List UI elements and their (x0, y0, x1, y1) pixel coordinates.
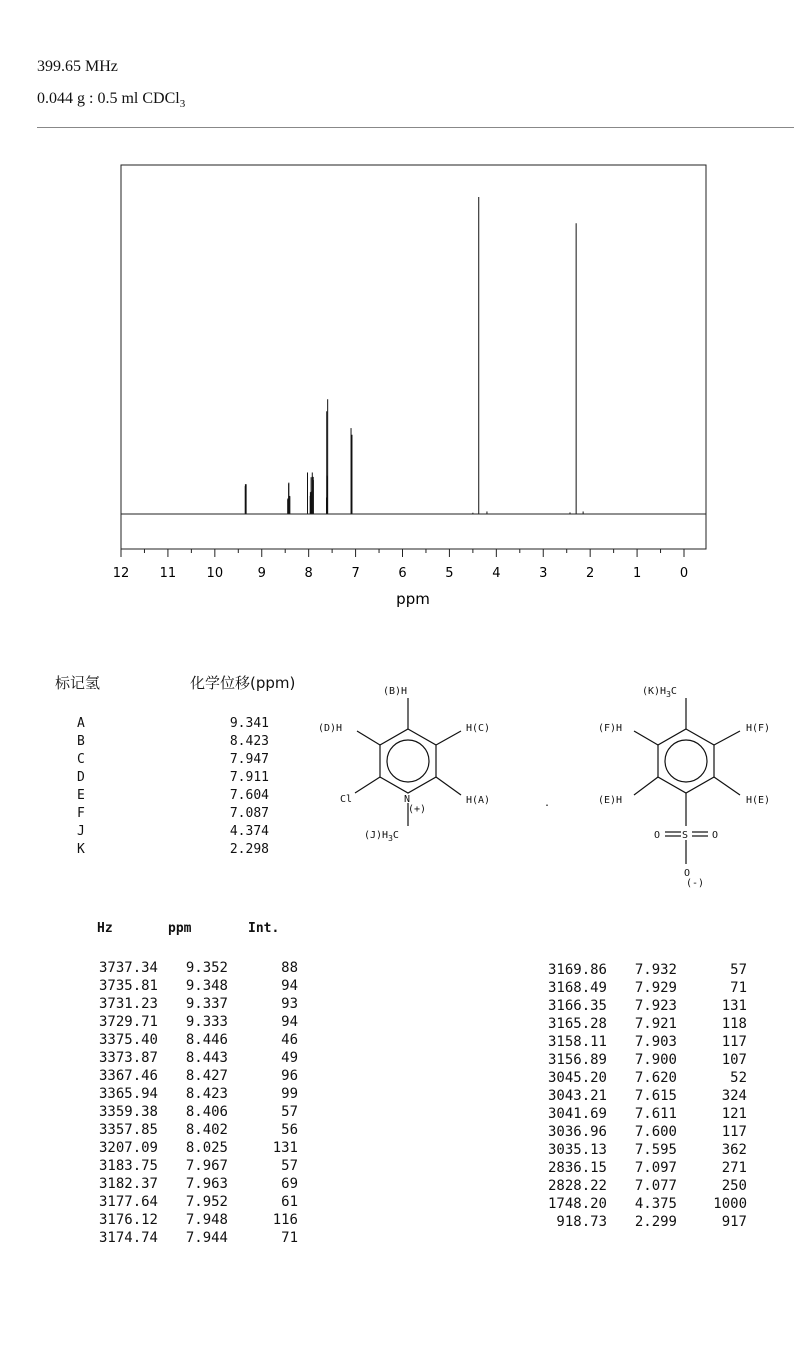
x-tick-label: 10 (206, 566, 224, 581)
label-methyl-j: $(J)H_3C$ (364, 830, 399, 843)
peak-hz: 3737.34 (98, 960, 158, 976)
peak-intensity: 94 (281, 978, 298, 994)
peak-table-row (507, 1088, 747, 1106)
peak-ppm: 7.944 (185, 1230, 228, 1246)
assignment-row (77, 788, 269, 806)
peak-intensity: 94 (281, 1014, 298, 1030)
assignment-row (77, 806, 269, 824)
nmr-spectrum-chart (0, 0, 794, 620)
sample-subscript: 3 (179, 98, 186, 111)
label-o-right: O (712, 830, 719, 841)
x-axis (113, 549, 688, 581)
peak-table-row (507, 1034, 747, 1052)
peak-ppm: 9.333 (185, 1014, 228, 1030)
peak-intensity: 917 (721, 1214, 747, 1230)
peak-ppm: 7.097 (634, 1160, 677, 1176)
assignment-shift: 7.604 (229, 788, 269, 803)
peak-intensity: 117 (721, 1034, 747, 1050)
peak-intensity: 117 (721, 1124, 747, 1140)
peak-ppm: 7.952 (185, 1194, 228, 1210)
peak-table-row (507, 1178, 747, 1196)
peak-table-row (58, 1140, 298, 1158)
peak-ppm: 7.900 (634, 1052, 677, 1068)
peak-intensity: 88 (281, 960, 298, 976)
assignment-row (77, 770, 269, 788)
label-o-left: O (654, 830, 661, 841)
peak-table-row (58, 1032, 298, 1050)
assignment-label: E (77, 788, 85, 803)
peak-intensity: 131 (721, 998, 747, 1014)
peak-hz: 3183.75 (98, 1158, 158, 1174)
assignment-label: D (77, 770, 85, 785)
peak-ppm: 7.948 (185, 1212, 228, 1228)
peak-ppm: 8.443 (185, 1050, 228, 1066)
peak-table-header-ppm: ppm (168, 921, 192, 936)
x-tick-label: 4 (492, 566, 501, 581)
peak-hz: 3043.21 (547, 1088, 607, 1104)
peak-hz: 3036.96 (547, 1124, 607, 1140)
x-tick-label: 3 (539, 566, 548, 581)
peak-ppm: 9.337 (185, 996, 228, 1012)
peak-table-row (507, 1196, 747, 1214)
x-tick-label: 1 (632, 566, 642, 581)
peak-table-row (58, 1086, 298, 1104)
peak-hz: 3166.35 (547, 998, 607, 1014)
assignment-shift: 9.341 (229, 716, 269, 731)
assignment-row (77, 842, 269, 860)
peak-ppm: 8.402 (185, 1122, 228, 1138)
assignment-shift: 4.374 (229, 824, 269, 839)
assignment-shift: 7.947 (229, 752, 269, 767)
peak-hz: 918.73 (556, 1214, 607, 1230)
peak-ppm: 7.932 (634, 962, 677, 978)
peak-hz: 3035.13 (547, 1142, 607, 1158)
peak-table-row (58, 1014, 298, 1032)
peak-hz: 3731.23 (98, 996, 158, 1012)
peak-hz: 3169.86 (547, 962, 607, 978)
x-tick-label: 7 (351, 566, 360, 581)
peak-table-row (58, 978, 298, 996)
peak-hz: 2828.22 (547, 1178, 607, 1194)
peak-intensity: 71 (730, 980, 747, 996)
label-cl: Cl (340, 794, 353, 805)
peak-ppm: 7.967 (185, 1158, 228, 1174)
peak-table-row (58, 1194, 298, 1212)
peak-ppm: 7.903 (634, 1034, 677, 1050)
peak-intensity: 69 (281, 1176, 298, 1192)
peak-ppm: 9.348 (185, 978, 228, 994)
assignment-header-label: 标记氢 (55, 674, 101, 692)
peak-hz: 3158.11 (547, 1034, 607, 1050)
peak-intensity: 61 (281, 1194, 298, 1210)
label-hB: (B)H (383, 686, 408, 697)
assignment-shift: 7.087 (229, 806, 269, 821)
label-hF-right: H(F) (746, 723, 771, 734)
peak-table-row (58, 1104, 298, 1122)
peak-intensity: 96 (281, 1068, 298, 1084)
label-hC: H(C) (466, 723, 491, 734)
peak-hz: 3365.94 (98, 1086, 158, 1102)
assignment-shift: 2.298 (229, 842, 269, 857)
peak-table-row (507, 1106, 747, 1124)
peak-ppm: 7.077 (634, 1178, 677, 1194)
peak-table-row (507, 1142, 747, 1160)
peak-intensity: 57 (730, 962, 747, 978)
x-tick-label: 0 (679, 566, 689, 581)
peak-intensity: 57 (281, 1104, 298, 1120)
peak-hz: 3729.71 (98, 1014, 158, 1030)
plot-frame (121, 165, 706, 549)
peak-hz: 3041.69 (547, 1106, 607, 1122)
peak-intensity: 250 (721, 1178, 747, 1194)
peak-ppm: 7.611 (634, 1106, 677, 1122)
peak-intensity: 324 (721, 1088, 747, 1104)
peak-table-row (507, 962, 747, 980)
peak-table-row (58, 996, 298, 1014)
assignment-row (77, 716, 269, 734)
peak-table-row (507, 1016, 747, 1034)
peak-table-row (58, 1122, 298, 1140)
peak-table-row (58, 1212, 298, 1230)
peak-ppm: 8.446 (185, 1032, 228, 1048)
peak-table-row (58, 1068, 298, 1086)
assignment-header-shift: 化学位移(ppm) (190, 674, 296, 692)
peak-intensity: 362 (721, 1142, 747, 1158)
peak-intensity: 271 (721, 1160, 747, 1176)
spectrometer-frequency: 399.65 MHz (37, 58, 118, 75)
peak-intensity: 118 (721, 1016, 747, 1032)
peak-table-row (507, 980, 747, 998)
pyridinium-ring (355, 698, 461, 826)
peak-ppm: 8.025 (185, 1140, 228, 1156)
peak-intensity: 116 (272, 1212, 298, 1228)
peak-ppm: 4.375 (634, 1196, 677, 1212)
peak-ppm: 8.406 (185, 1104, 228, 1120)
label-s: S (682, 830, 689, 841)
peak-hz: 3177.64 (98, 1194, 158, 1210)
peak-hz: 2836.15 (547, 1160, 607, 1176)
peak-table-header-hz: Hz (97, 921, 113, 936)
peak-intensity: 57 (281, 1158, 298, 1174)
peak-table-row (507, 1052, 747, 1070)
peak-intensity: 131 (272, 1140, 298, 1156)
peak-intensity: 71 (281, 1230, 298, 1246)
peak-table-row (58, 1176, 298, 1194)
peak-hz: 3373.87 (98, 1050, 158, 1066)
peaks-group (245, 197, 583, 514)
peak-table-row (507, 1160, 747, 1178)
x-tick-label: 9 (257, 566, 266, 581)
peak-table-header-int: Int. (248, 921, 280, 936)
peak-hz: 3735.81 (98, 978, 158, 994)
x-tick-label: 2 (586, 566, 595, 581)
peak-hz: 3045.20 (547, 1070, 607, 1086)
peak-intensity: 46 (281, 1032, 298, 1048)
peak-ppm: 7.595 (634, 1142, 677, 1158)
peak-table-row (507, 1070, 747, 1088)
peak-intensity: 121 (721, 1106, 747, 1122)
assignment-row (77, 824, 269, 842)
peak-table-row (58, 1158, 298, 1176)
peak-ppm: 8.427 (185, 1068, 228, 1084)
x-tick-label: 6 (398, 566, 407, 581)
peak-intensity: 93 (281, 996, 298, 1012)
label-hE-left: (E)H (598, 795, 623, 806)
label-n: N (404, 794, 411, 805)
peak-intensity: 49 (281, 1050, 298, 1066)
peak-hz: 1748.20 (547, 1196, 607, 1212)
label-hD: (D)H (318, 723, 343, 734)
peak-ppm: 7.929 (634, 980, 677, 996)
peak-ppm: 7.615 (634, 1088, 677, 1104)
peak-table-row (507, 998, 747, 1016)
assignment-label: K (77, 842, 85, 857)
assignment-shift: 7.911 (229, 770, 269, 785)
peak-table-right (507, 962, 747, 1232)
assignment-label: J (77, 824, 85, 839)
peak-hz: 3165.28 (547, 1016, 607, 1032)
peak-ppm: 7.923 (634, 998, 677, 1014)
peak-ppm: 7.921 (634, 1016, 677, 1032)
peak-hz: 3182.37 (98, 1176, 158, 1192)
peak-ppm: 7.963 (185, 1176, 228, 1192)
peak-hz: 3174.74 (98, 1230, 158, 1246)
peak-hz: 3207.09 (98, 1140, 158, 1156)
peak-ppm: 8.423 (185, 1086, 228, 1102)
peak-intensity: 107 (721, 1052, 747, 1068)
peak-hz: 3168.49 (547, 980, 607, 996)
peak-hz: 3359.38 (98, 1104, 158, 1120)
label-o-bottom: O (684, 868, 691, 879)
assignment-shift: 8.423 (229, 734, 269, 749)
x-axis-label: ppm (396, 590, 430, 608)
label-n-charge: (+) (408, 804, 427, 815)
label-hE-right: H(E) (746, 795, 771, 806)
x-tick-label: 5 (445, 566, 454, 581)
label-hF-left: (F)H (598, 723, 623, 734)
peak-table-row (58, 960, 298, 978)
assignment-label: B (77, 734, 85, 749)
peak-ppm: 7.620 (634, 1070, 677, 1086)
peak-hz: 3375.40 (98, 1032, 158, 1048)
sample-text: 0.044 g : 0.5 ml CDCl (37, 90, 180, 107)
peak-hz: 3357.85 (98, 1122, 158, 1138)
assignment-row (77, 734, 269, 752)
tosylate-ring (634, 698, 740, 864)
peak-table-left (58, 960, 298, 1248)
assignment-label: C (77, 752, 85, 767)
peak-ppm: 9.352 (185, 960, 228, 976)
x-tick-label: 8 (304, 566, 313, 581)
peak-table-row (58, 1050, 298, 1068)
label-hA: H(A) (466, 795, 491, 806)
label-anion-charge: (-) (686, 878, 705, 889)
label-methyl-k: $(K)H_3C$ (642, 686, 677, 699)
assignment-label: A (77, 716, 85, 731)
peak-ppm: 2.299 (634, 1214, 677, 1230)
x-tick-label: 11 (159, 566, 177, 581)
peak-ppm: 7.600 (634, 1124, 677, 1140)
peak-table-row (58, 1230, 298, 1248)
salt-separator: . (544, 798, 551, 809)
peak-intensity: 52 (730, 1070, 747, 1086)
peak-intensity: 1000 (713, 1196, 747, 1212)
peak-hz: 3156.89 (547, 1052, 607, 1068)
peak-table-row (507, 1214, 747, 1232)
x-tick-label: 12 (112, 566, 130, 581)
assignment-row (77, 752, 269, 770)
peak-table-row (507, 1124, 747, 1142)
peak-hz: 3367.46 (98, 1068, 158, 1084)
peak-hz: 3176.12 (98, 1212, 158, 1228)
peak-intensity: 56 (281, 1122, 298, 1138)
peak-intensity: 99 (281, 1086, 298, 1102)
assignment-label: F (77, 806, 85, 821)
